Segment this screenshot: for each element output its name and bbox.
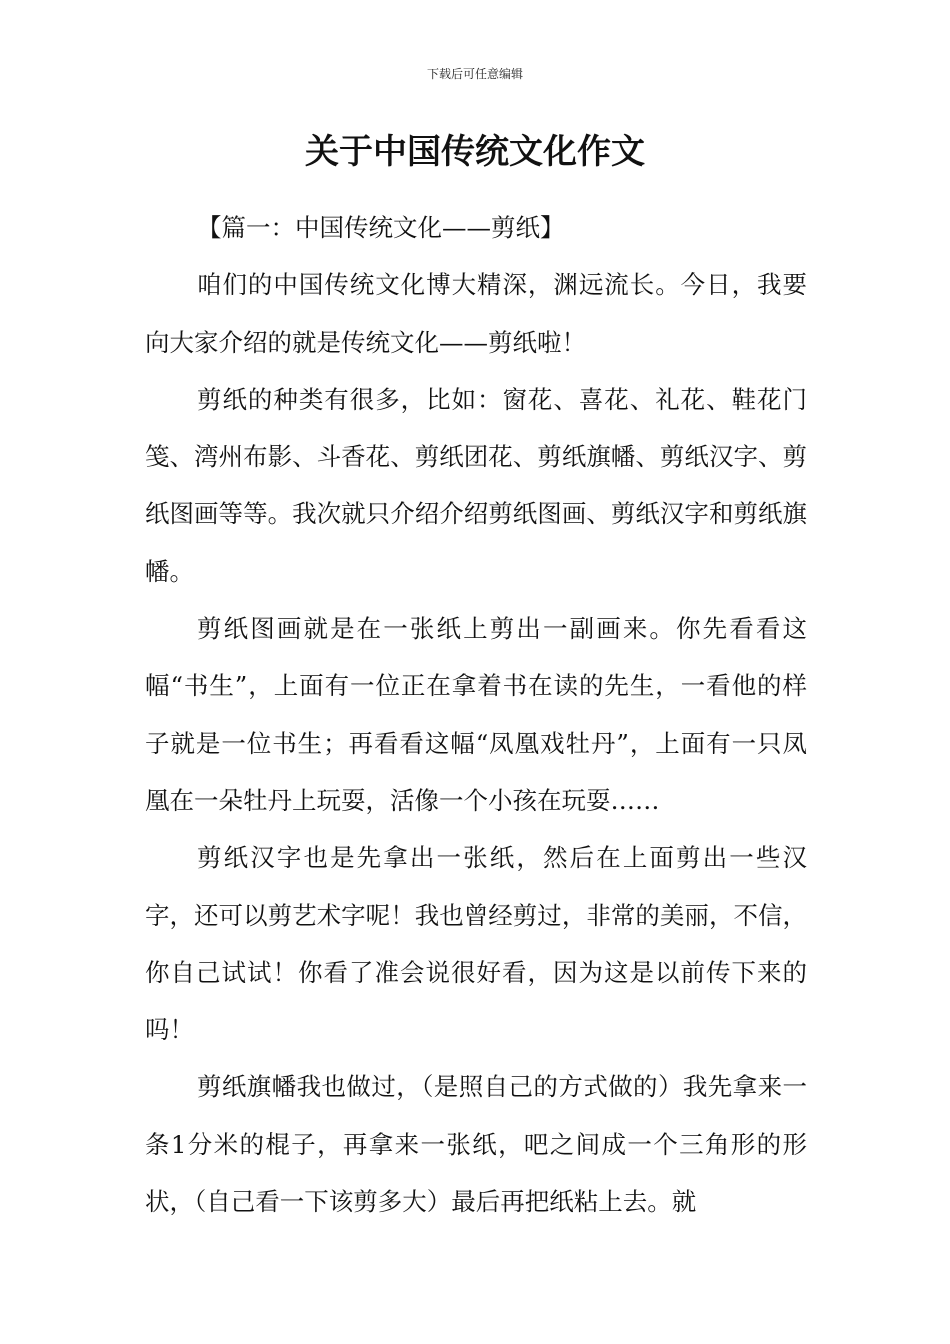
document-body: [145, 199, 807, 1230]
paragraph-3: 剪纸图画就是在一张纸上剪出一副画来。你先看看这幅“书生”，上面有一位正在拿着书在读的先生，一看他的样子就是一位书生；再看看这幅“凤凰戏牡丹”，上面有一只凤凰在一朵牡丹上玩耍，活像一个小孩在玩耍……: [145, 614, 807, 815]
paragraph-2: 剪纸的种类有很多，比如：窗花、喜花、礼花、鞋花门笺、湾州布影、斗香花、剪纸团花、剪纸旗幡、剪纸汉字、剪纸图画等等。我次就只介绍介绍剪纸图画、剪纸汉字和剪纸旗幡。: [145, 384, 807, 586]
document-title: 关于中国传统文化作文: [305, 132, 645, 172]
paragraph-4: 剪纸汉字也是先拿出一张纸，然后在上面剪出一些汉字，还可以剪艺术字呢！我也曾经剪过，非常的美丽，不信，你自己试试！你看了准会说很好看，因为这是以前传下来的吗！: [145, 843, 807, 1045]
header-note: 下载后可任意编辑: [426, 67, 523, 81]
section-heading: 【篇一：中国传统文化——剪纸】: [197, 213, 565, 242]
paragraph-5: 剪纸旗幡我也做过，（是照自己的方式做的）我先拿来一条1分米的棍子，再拿来一张纸，吧之间成一个三角形的形状，（自己看一下该剪多大）最后再把纸粘上去。就: [145, 1072, 807, 1217]
paragraph-1: 咱们的中国传统文化博大精深，渊远流长。今日，我要向大家介绍的就是传统文化——剪纸啦！: [145, 270, 807, 357]
